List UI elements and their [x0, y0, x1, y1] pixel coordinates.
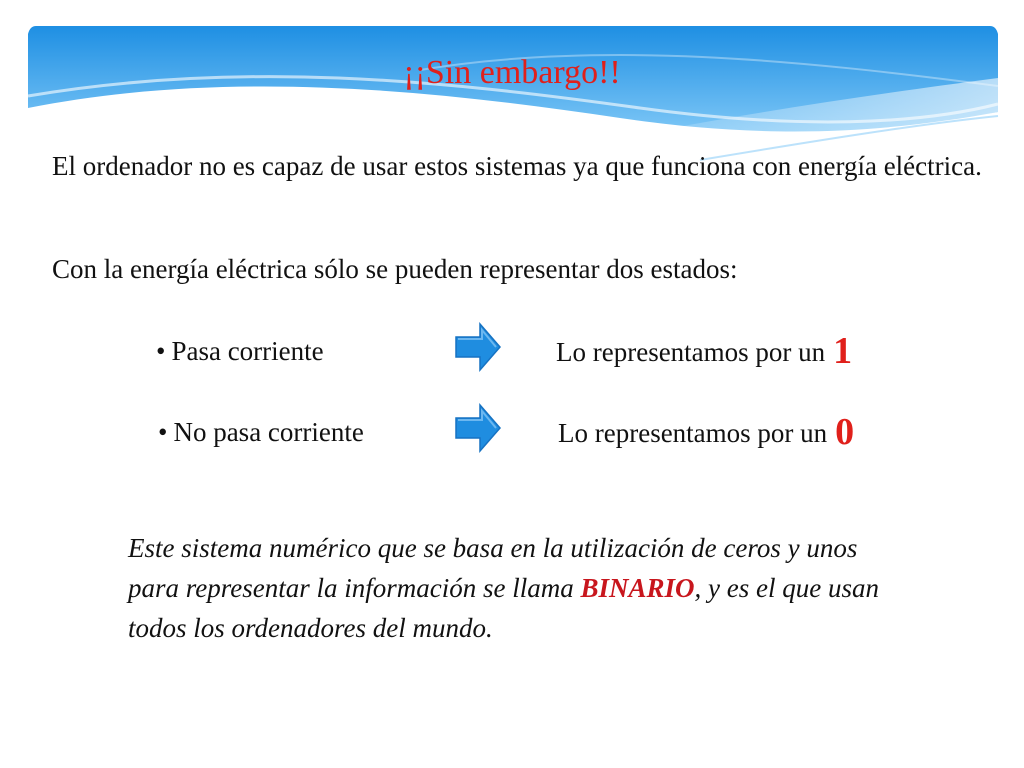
right-arrow-icon [454, 403, 502, 453]
state-item-no-current [158, 412, 364, 452]
bullet-marker: • [158, 417, 168, 447]
intro-paragraph: El ordenador no es capaz de usar estos sistemas ya que funciona con energía eléctrica. [52, 151, 982, 181]
representation-zero [558, 412, 854, 453]
binary-explanation [128, 528, 908, 648]
digit-zero: 0 [835, 411, 855, 453]
state-label: Pasa corriente [171, 336, 324, 366]
representation-text: Lo representamos por un [558, 418, 828, 448]
bullet-marker: • [156, 336, 166, 366]
state-item-current [156, 331, 324, 371]
note-text-before: Este sistema numérico que se basa en la utilización de ceros y unos para representar la información se llama [128, 533, 858, 603]
digit-one: 1 [833, 330, 853, 372]
representation-one [556, 331, 852, 372]
slide-title: ¡¡Sin embargo!! [403, 54, 621, 91]
binary-term: BINARIO [580, 573, 695, 603]
right-arrow-icon [454, 322, 502, 372]
state-label: No pasa corriente [173, 417, 364, 447]
representation-text: Lo representamos por un [556, 337, 826, 367]
states-intro-paragraph: Con la energía eléctrica sólo se pueden representar dos estados: [52, 254, 738, 284]
note-text-after: , y es el que usan todos los ordenadores del mundo. [128, 573, 879, 643]
